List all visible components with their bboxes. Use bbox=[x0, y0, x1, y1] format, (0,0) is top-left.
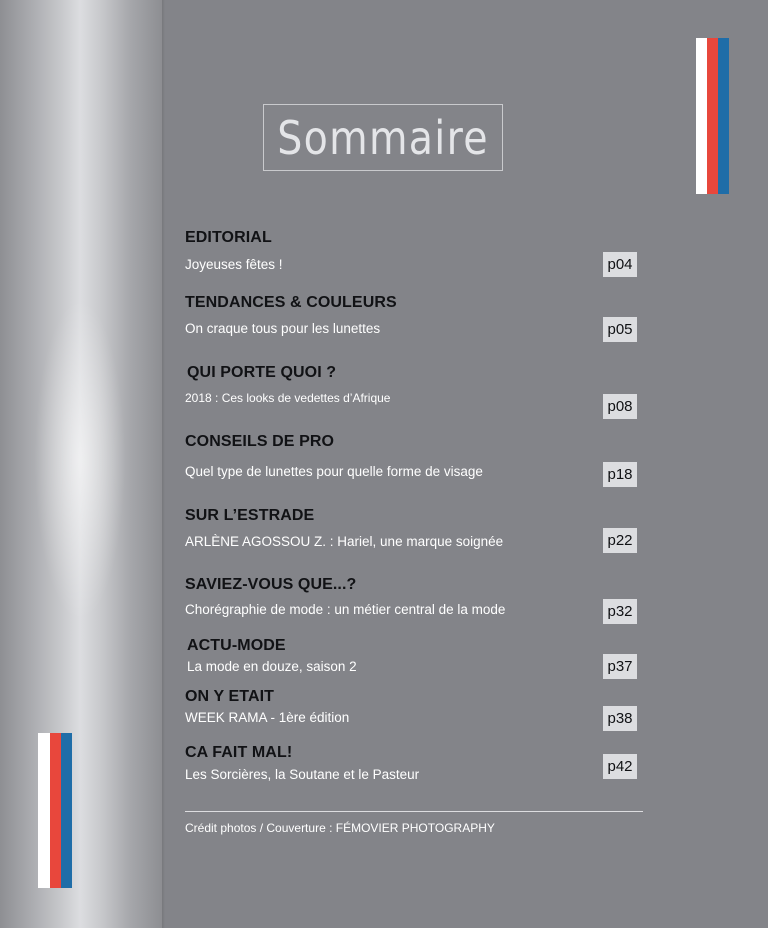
toc-heading-sur-l-estrade[interactable]: SUR L’ESTRADE bbox=[185, 507, 315, 524]
toc-heading-ca-fait-mal[interactable]: CA FAIT MAL! bbox=[185, 744, 293, 761]
toc-page-number-editorial[interactable]: p04 bbox=[603, 252, 637, 277]
toc-page-number-saviez-vous-que[interactable]: p32 bbox=[603, 599, 637, 624]
toc-heading-qui-porte-quoi[interactable]: QUI PORTE QUOI ? bbox=[187, 364, 337, 381]
toc-page-number-on-y-etait[interactable]: p38 bbox=[603, 706, 637, 731]
toc-subtitle-on-y-etait: WEEK RAMA - 1ère édition bbox=[185, 710, 350, 725]
toc-subtitle-qui-porte-quoi: 2018 : Ces looks de vedettes d’Afrique bbox=[185, 391, 391, 405]
binding-spine bbox=[0, 0, 162, 928]
toc-subtitle-conseils-de-pro: Quel type de lunettes pour quelle forme de visage bbox=[185, 464, 483, 479]
page-title-box bbox=[263, 104, 503, 171]
toc-heading-conseils-de-pro[interactable]: CONSEILS DE PRO bbox=[185, 433, 335, 450]
page-title: Sommaire bbox=[277, 110, 489, 165]
toc-heading-saviez-vous-que[interactable]: SAVIEZ-VOUS QUE...? bbox=[185, 576, 357, 593]
flag-stripes-bottom bbox=[38, 733, 72, 888]
toc-subtitle-sur-l-estrade: ARLÈNE AGOSSOU Z. : Hariel, une marque soignée bbox=[185, 534, 504, 549]
toc-subtitle-actu-mode: La mode en douze, saison 2 bbox=[187, 659, 357, 674]
toc-page-number-qui-porte-quoi[interactable]: p08 bbox=[603, 394, 637, 419]
toc-page-number-ca-fait-mal[interactable]: p42 bbox=[603, 754, 637, 779]
toc-subtitle-tendances: On craque tous pour les lunettes bbox=[185, 321, 381, 336]
toc-heading-tendances[interactable]: TENDANCES & COULEURS bbox=[185, 294, 397, 311]
toc-page-number-sur-l-estrade[interactable]: p22 bbox=[603, 528, 637, 553]
page-edge bbox=[162, 0, 165, 928]
photo-credit: Crédit photos / Couverture : FÉMOVIER PHOTOGRAPHY bbox=[185, 821, 495, 835]
toc-page-number-tendances[interactable]: p05 bbox=[603, 317, 637, 342]
flag-stripes-top bbox=[696, 38, 729, 194]
toc-page-number-conseils-de-pro[interactable]: p18 bbox=[603, 462, 637, 487]
toc-heading-actu-mode[interactable]: ACTU-MODE bbox=[187, 637, 286, 654]
toc-subtitle-ca-fait-mal: Les Sorcières, la Soutane et le Pasteur bbox=[185, 767, 420, 782]
toc-heading-editorial[interactable]: EDITORIAL bbox=[185, 229, 272, 246]
toc-subtitle-saviez-vous-que: Chorégraphie de mode : un métier central de la mode bbox=[185, 602, 506, 617]
toc-subtitle-editorial: Joyeuses fêtes ! bbox=[185, 257, 283, 272]
footer-divider bbox=[185, 811, 643, 812]
toc-page-number-actu-mode[interactable]: p37 bbox=[603, 654, 637, 679]
toc-heading-on-y-etait[interactable]: ON Y ETAIT bbox=[185, 688, 275, 705]
